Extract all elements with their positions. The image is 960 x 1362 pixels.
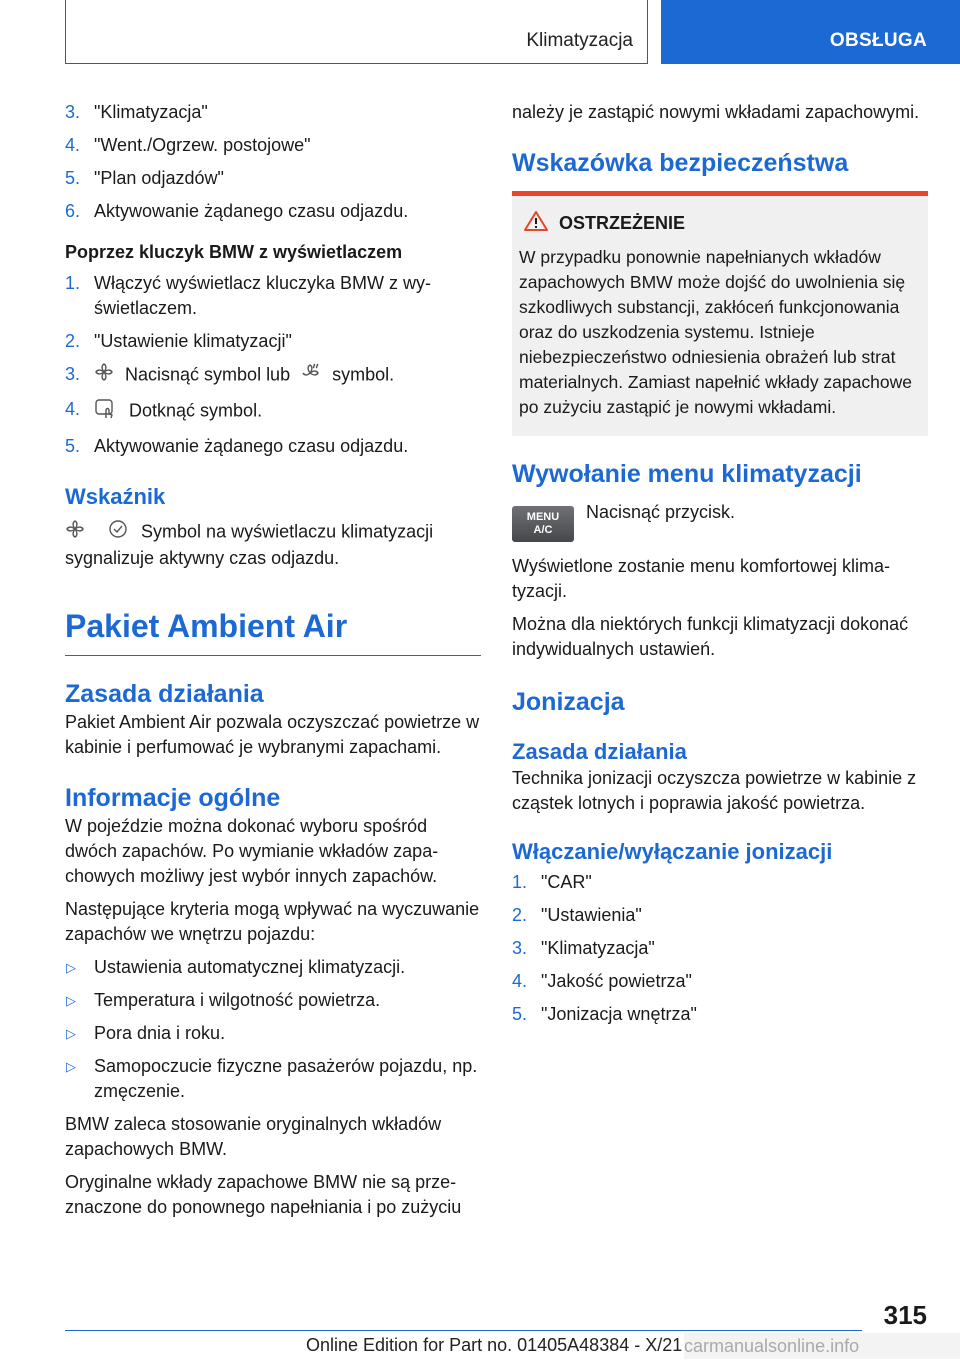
principle-heading: Zasada działania <box>65 680 264 708</box>
list-item: ▷ Ustawienia automatycznej klimatyzacji. <box>65 955 481 980</box>
key-steps-list <box>65 271 481 459</box>
principle-text: Pakiet Ambient Air pozwala oczyszczać powietrze w kabinie i perfumować je wybranymi zapachami. <box>65 712 480 757</box>
list-item: 3. "Klimatyzacja" <box>65 102 208 122</box>
header-chapter-tab <box>661 0 960 64</box>
list-item: 4. "Jakość powietrza" <box>512 971 692 991</box>
departure-steps-list <box>65 100 481 224</box>
indicator-heading: Wskaźnik <box>65 484 166 509</box>
general-info-heading: Informacje ogólne <box>65 784 281 812</box>
general-text-1: W pojeździe można dokonać wyboru spośród dwóch zapachów. Po wymianie wkładów zapachowych możliwy jest wybór innych zapachów. <box>65 816 439 886</box>
header-section-box <box>65 0 648 64</box>
recommend-text: BMW zaleca stosowanie oryginalnych wkładów zapachowych BMW. <box>65 1114 442 1159</box>
fan-icon <box>65 519 85 546</box>
watermark[interactable]: carmanualsonline.info <box>684 1333 960 1359</box>
menu-press-text: Nacisnąć przycisk. <box>586 502 736 522</box>
menu-text-2: Można dla niektórych funkcji klimatyzacji dokonać indywidualnych ustawień. <box>512 614 909 659</box>
indicator-text: Symbol na wyświetlaczu klimatyzacji sygnalizuje aktywny czas odjazdu. <box>65 519 481 571</box>
list-item: ▷ Pora dnia i roku. <box>65 1021 481 1046</box>
warning-text: W przypadku ponownie napełnianych wkładów zapachowych BMW może dojść do uwolnienia się szkodliwych substancji, zakłóceń funkcjonowania oraz do uszkodzenia systemu. Istnieje niebezpieczeństwo odniesienia obrażeń lub strat materialnych. Zamiast napełnić wkłady zapachowe po zużyciu zastąpić je nowymi wkładami. <box>519 247 912 417</box>
list-item: 5. Aktywowanie żądanego czasu odjazdu. <box>65 436 409 456</box>
warning-box <box>512 191 928 436</box>
list-item: ▷ Temperatura i wilgotność powietrza. <box>65 988 481 1013</box>
warning-title: OSTRZEŻENIE <box>519 210 921 237</box>
list-item: 1. "CAR" <box>512 872 592 892</box>
right-column <box>512 100 928 1035</box>
general-text-2: Następujące kryteria mogą wpływać na wyczuwanie zapachów we wnętrzu pojazdu: <box>65 899 480 944</box>
clock-icon <box>108 519 128 546</box>
triangle-bullet-icon: ▷ <box>66 960 76 975</box>
menu-heading: Wywołanie menu klimatyzacji <box>512 460 862 488</box>
list-item: 6. Aktywowanie żądanego czasu odjazdu. <box>65 201 409 221</box>
continued-text: należy je zastąpić nowymi wkładami zapachowymi. <box>512 102 920 122</box>
footer-rule <box>65 1330 862 1331</box>
key-subheading: Poprzez kluczyk BMW z wyświetlaczem <box>65 242 403 262</box>
left-column <box>65 100 481 1220</box>
menu-text-1: Wyświetlone zostanie menu komfortowej klimatyzacji. <box>512 556 890 601</box>
list-item: ▷ Samopoczucie fizyczne pasażerów pojazdu, np. zmęczenie. <box>66 1056 478 1101</box>
header-section-title: Klimatyzacja <box>526 30 633 51</box>
warning-triangle-icon <box>523 210 549 237</box>
original-text: Oryginalne wkłady zapachowe BMW nie są przeznaczone do ponownego napełniania i po zużyciu <box>65 1172 462 1217</box>
safety-heading: Wskazówka bezpieczeństwa <box>512 149 849 177</box>
ion-switch-heading: Włączanie/wyłączanie jonizacji <box>512 839 833 864</box>
heat-fan-icon <box>301 362 321 389</box>
list-item: 1. Włączyć wyświetlacz kluczyka BMW z wyświetlaczem. <box>65 273 432 318</box>
list-item: 5. "Jonizacja wnętrza" <box>512 1004 697 1024</box>
list-item: 3. "Klimatyzacja" <box>512 938 655 958</box>
list-item: 4. Dotknąć symbol. <box>65 397 481 426</box>
list-item: 2. "Ustawienie klimatyzacji" <box>65 331 292 351</box>
menu-button-row <box>512 500 928 542</box>
ionization-heading: Jonizacja <box>512 688 625 716</box>
triangle-bullet-icon: ▷ <box>66 1059 76 1074</box>
menu-ac-button: MENU A/C <box>512 506 574 542</box>
ion-principle-heading: Zasada działania <box>512 739 687 764</box>
list-item: 5. "Plan odjazdów" <box>65 168 224 188</box>
ion-principle-text: Technika jonizacji oczyszcza powietrze w kabinie z cząstek lotnych i poprawia jakość powietrza. <box>512 768 917 813</box>
criteria-list <box>65 955 481 1104</box>
list-item: 4. "Went./Ogrzew. postojowe" <box>65 135 311 155</box>
list-item: 3. Nacisnąć symbol lub symbol. <box>65 362 481 389</box>
triangle-bullet-icon: ▷ <box>66 1026 76 1041</box>
ion-steps-list <box>512 870 928 1027</box>
page-number: 315 <box>883 1300 927 1330</box>
touch-icon <box>94 397 116 426</box>
triangle-bullet-icon: ▷ <box>66 993 76 1008</box>
ambient-air-heading: Pakiet Ambient Air <box>65 608 348 644</box>
edition-text: Online Edition for Part no. 01405A48384 - X/21 <box>306 1335 683 1355</box>
header-chapter-title: OBSŁUGA <box>829 30 927 51</box>
list-item: 2. "Ustawienia" <box>512 905 642 925</box>
heading-rule <box>65 655 481 656</box>
fan-icon <box>94 362 114 389</box>
